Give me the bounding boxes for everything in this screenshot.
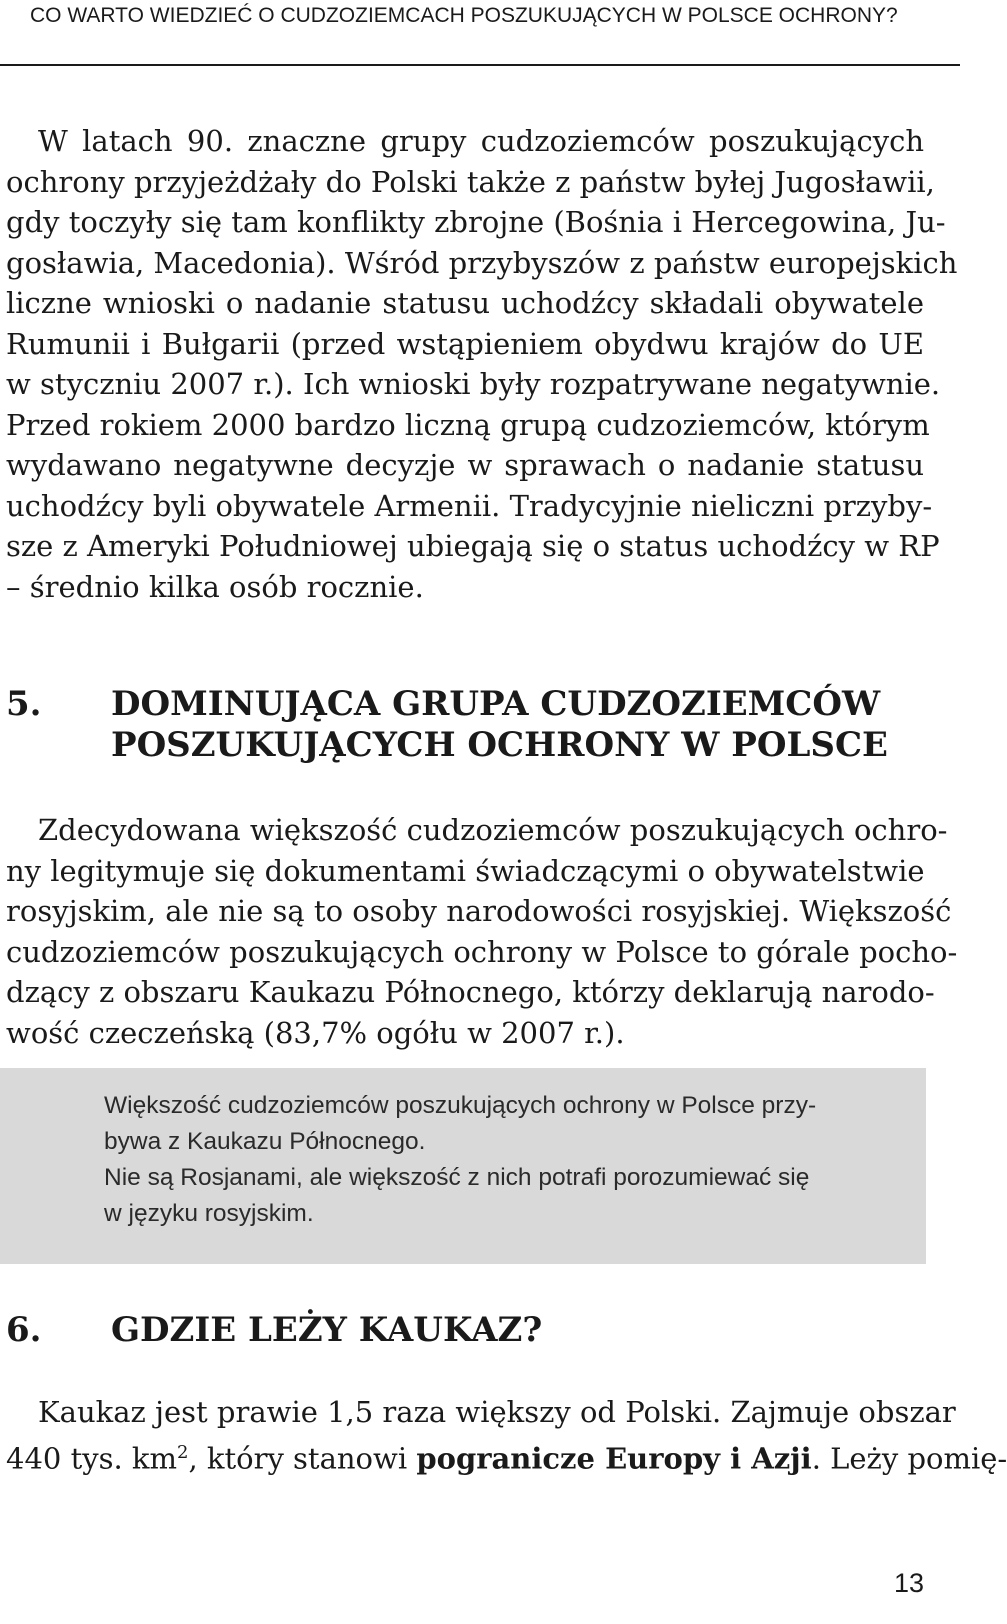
paragraph-line: uchodźcy byli obywatele Armenii. Tradycyjnie nieliczni przyby- (6, 488, 933, 523)
callout-line: w języku rosyjskim. (104, 1200, 314, 1227)
section-number: 6. (6, 1310, 42, 1350)
paragraph-line: gosławia, Macedonia). Wśród przybyszów z państw europejskich (6, 245, 958, 280)
section-title-line: POSZUKUJĄCYCH OCHRONY W POLSCE (111, 725, 888, 765)
paragraph-3 (6, 1392, 1007, 1479)
callout-box (0, 1068, 926, 1264)
text-run: . Leży pomię- (811, 1441, 1007, 1476)
paragraph-line: Przed rokiem 2000 bardzo liczną grupą cudzoziemców, którym (6, 407, 930, 442)
paragraph-line: rosyjskim, ale nie są to osoby narodowości rosyjskiej. Większość (6, 894, 952, 928)
bold-phrase: pogranicze Europy i Azji (416, 1441, 812, 1476)
paragraph-line: cudzoziemców poszukujących ochrony w Polsce to górale pocho- (6, 934, 958, 969)
paragraph-1 (6, 121, 958, 607)
paragraph-line (6, 1433, 1007, 1479)
callout-line: Większość cudzoziemców poszukujących ochrony w Polsce przy- (104, 1092, 817, 1119)
section-title (111, 684, 888, 766)
paragraph-line: gdy toczyły się tam konflikty zbrojne (Bośnia i Hercegowina, Ju- (6, 205, 946, 239)
paragraph-line: liczne wnioski o nadanie statusu uchodźcy składali obywatele (6, 286, 924, 320)
page-number: 13 (893, 1568, 924, 1598)
paragraph-line: wydawano negatywne decyzje w sprawach o nadanie statusu (6, 448, 924, 482)
paragraph-line: W latach 90. znaczne grupy cudzoziemców poszukujących (38, 124, 924, 158)
section-title-line: GDZIE LEŻY KAUKAZ? (111, 1310, 543, 1350)
callout-line: bywa z Kaukazu Północnego. (104, 1128, 426, 1155)
callout-line: Nie są Rosjanami, ale większość z nich potrafi porozumiewać się (104, 1164, 810, 1191)
paragraph-line: Kaukaz jest prawie 1,5 raza większy od Polski. Zajmuje obszar (38, 1395, 956, 1429)
paragraph-line: Rumunii i Bułgarii (przed wstąpieniem obydwu krajów do UE (6, 326, 924, 361)
section-title-line: DOMINUJĄCA GRUPA CUDZOZIEMCÓW (111, 684, 881, 724)
text-run: , który stanowi (188, 1441, 417, 1476)
section-title (111, 1310, 542, 1351)
section-number: 5. (6, 684, 42, 724)
header-divider (0, 64, 960, 66)
superscript: 2 (177, 1441, 189, 1463)
paragraph-line: ny legitymuje się dokumentami świadczącymi o obywatelstwie (6, 853, 925, 888)
paragraph-line: dzący z obszaru Kaukazu Północnego, którzy deklarują narodo- (6, 975, 935, 1009)
callout-text (104, 1088, 894, 1232)
paragraph-line: wość czeczeńską (83,7% ogółu w 2007 r.). (6, 1015, 625, 1050)
paragraph-line: – średnio kilka osób rocznie. (6, 569, 424, 604)
paragraph-line: ochrony przyjeżdżały do Polski także z państw byłej Jugosławii, (6, 164, 935, 199)
running-header: CO WARTO WIEDZIEĆ O CUDZOZIEMCACH POSZUKUJĄCYCH W POLSCE OCHRONY? (30, 4, 898, 27)
text-run: 440 tys. km (6, 1441, 177, 1476)
paragraph-line: sze z Ameryki Południowej ubiegają się o status uchodźcy w RP (6, 529, 940, 563)
paragraph-2 (6, 810, 958, 1053)
paragraph-line: w styczniu 2007 r.). Ich wnioski były rozpatrywane negatywnie. (6, 367, 941, 401)
paragraph-line: Zdecydowana większość cudzoziemców poszukujących ochro- (38, 813, 948, 847)
